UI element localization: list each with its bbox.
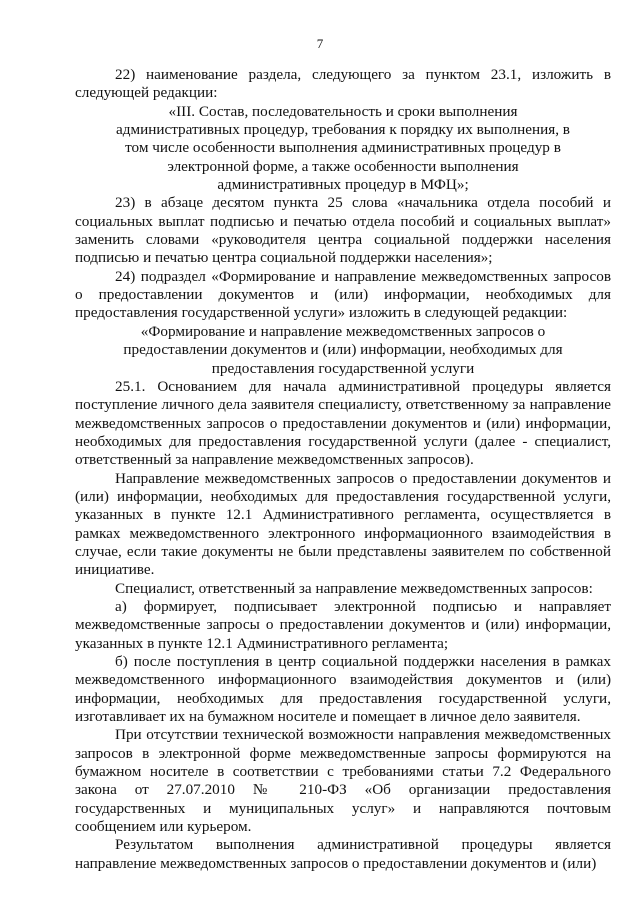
paragraph-item-23: 23) в абзаце десятом пункта 25 слова «начальника отдела пособий и социальных выплат подписью и печатью отдела пособий и социальных выплат» заменить словами «руководителя центра социальной поддержки населения подписью и печатью центра социальной поддержки населения»;: [75, 194, 611, 267]
paragraph-25-1: 25.1. Основанием для начала административной процедуры является поступление личного дела заявителя специалисту, ответственному за направление межведомственных запросов о предоставлении документов и (или) информации, необходимых для предоставления государственной услуги (далее - специалист, ответственный за направление межведомственных запросов).: [75, 377, 611, 469]
paragraph-item-24: 24) подраздел «Формирование и направление межведомственных запросов о предоставлении документов и (или) информации, необходимых для предоставления государственной услуги» изложить в следующей редакции:: [75, 267, 611, 322]
paragraph-specialist: Специалист, ответственный за направление межведомственных запросов:: [115, 579, 593, 597]
paragraph-paper-requests: При отсутствии технической возможности направления межведомственных запросов в электронной форме межведомственные запросы формируются на бумажном носителе в соответствии с требованиями статьи 7.2 Федерального закона от 27.07.2010 № 210-ФЗ «Об организации предоставления государственных и муниципальных услуг» и направляются почтовым сообщением или курьером.: [75, 726, 611, 836]
section-title-quote: «III. Состав, последовательность и сроки выполнения административных процедур, требования к порядку их выполнения, в том числе особенности выполнения административных процедур в электронной форме, а также особенности выполнения административных процедур в МФЦ»;: [116, 102, 570, 194]
paragraph-result: Результатом выполнения административной процедуры является направление межведомственных запросов о предоставлении документов и (или): [75, 836, 611, 872]
document-body: [75, 66, 611, 873]
paragraph-item-22: 22) наименование раздела, следующего за пунктом 23.1, изложить в следующей редакции:: [75, 66, 611, 102]
paragraph-subitem-b: б) после поступления в центр социальной поддержки населения в рамках межведомственного информационного взаимодействия документов и (или) информации, необходимых для предоставления государственной услуги, изготавливает их на бумажном носителе и помещает в личное дело заявителя.: [75, 653, 611, 726]
paragraph-subitem-a: а) формирует, подписывает электронной подписью и направляет межведомственные запросы о предоставлении документов и (или) информации, указанных в пункте 12.1 Административного регламента;: [75, 597, 611, 652]
subsection-title-quote: «Формирование и направление межведомственных запросов о предоставлении документов и (или) информации, необходимых для предоставления государственной услуги: [123, 322, 563, 377]
paragraph-requests-direction: Направление межведомственных запросов о предоставлении документов и (или) информации, необходимых для предоставления государственной услуги, указанных в пункте 12.1 Административного регламента, осуществляется в рамках межведомственного электронного информационного взаимодействия в случае, если такие документы не были представлены заявителем по собственной инициативе.: [75, 469, 611, 579]
page-number: 7: [316, 36, 324, 51]
